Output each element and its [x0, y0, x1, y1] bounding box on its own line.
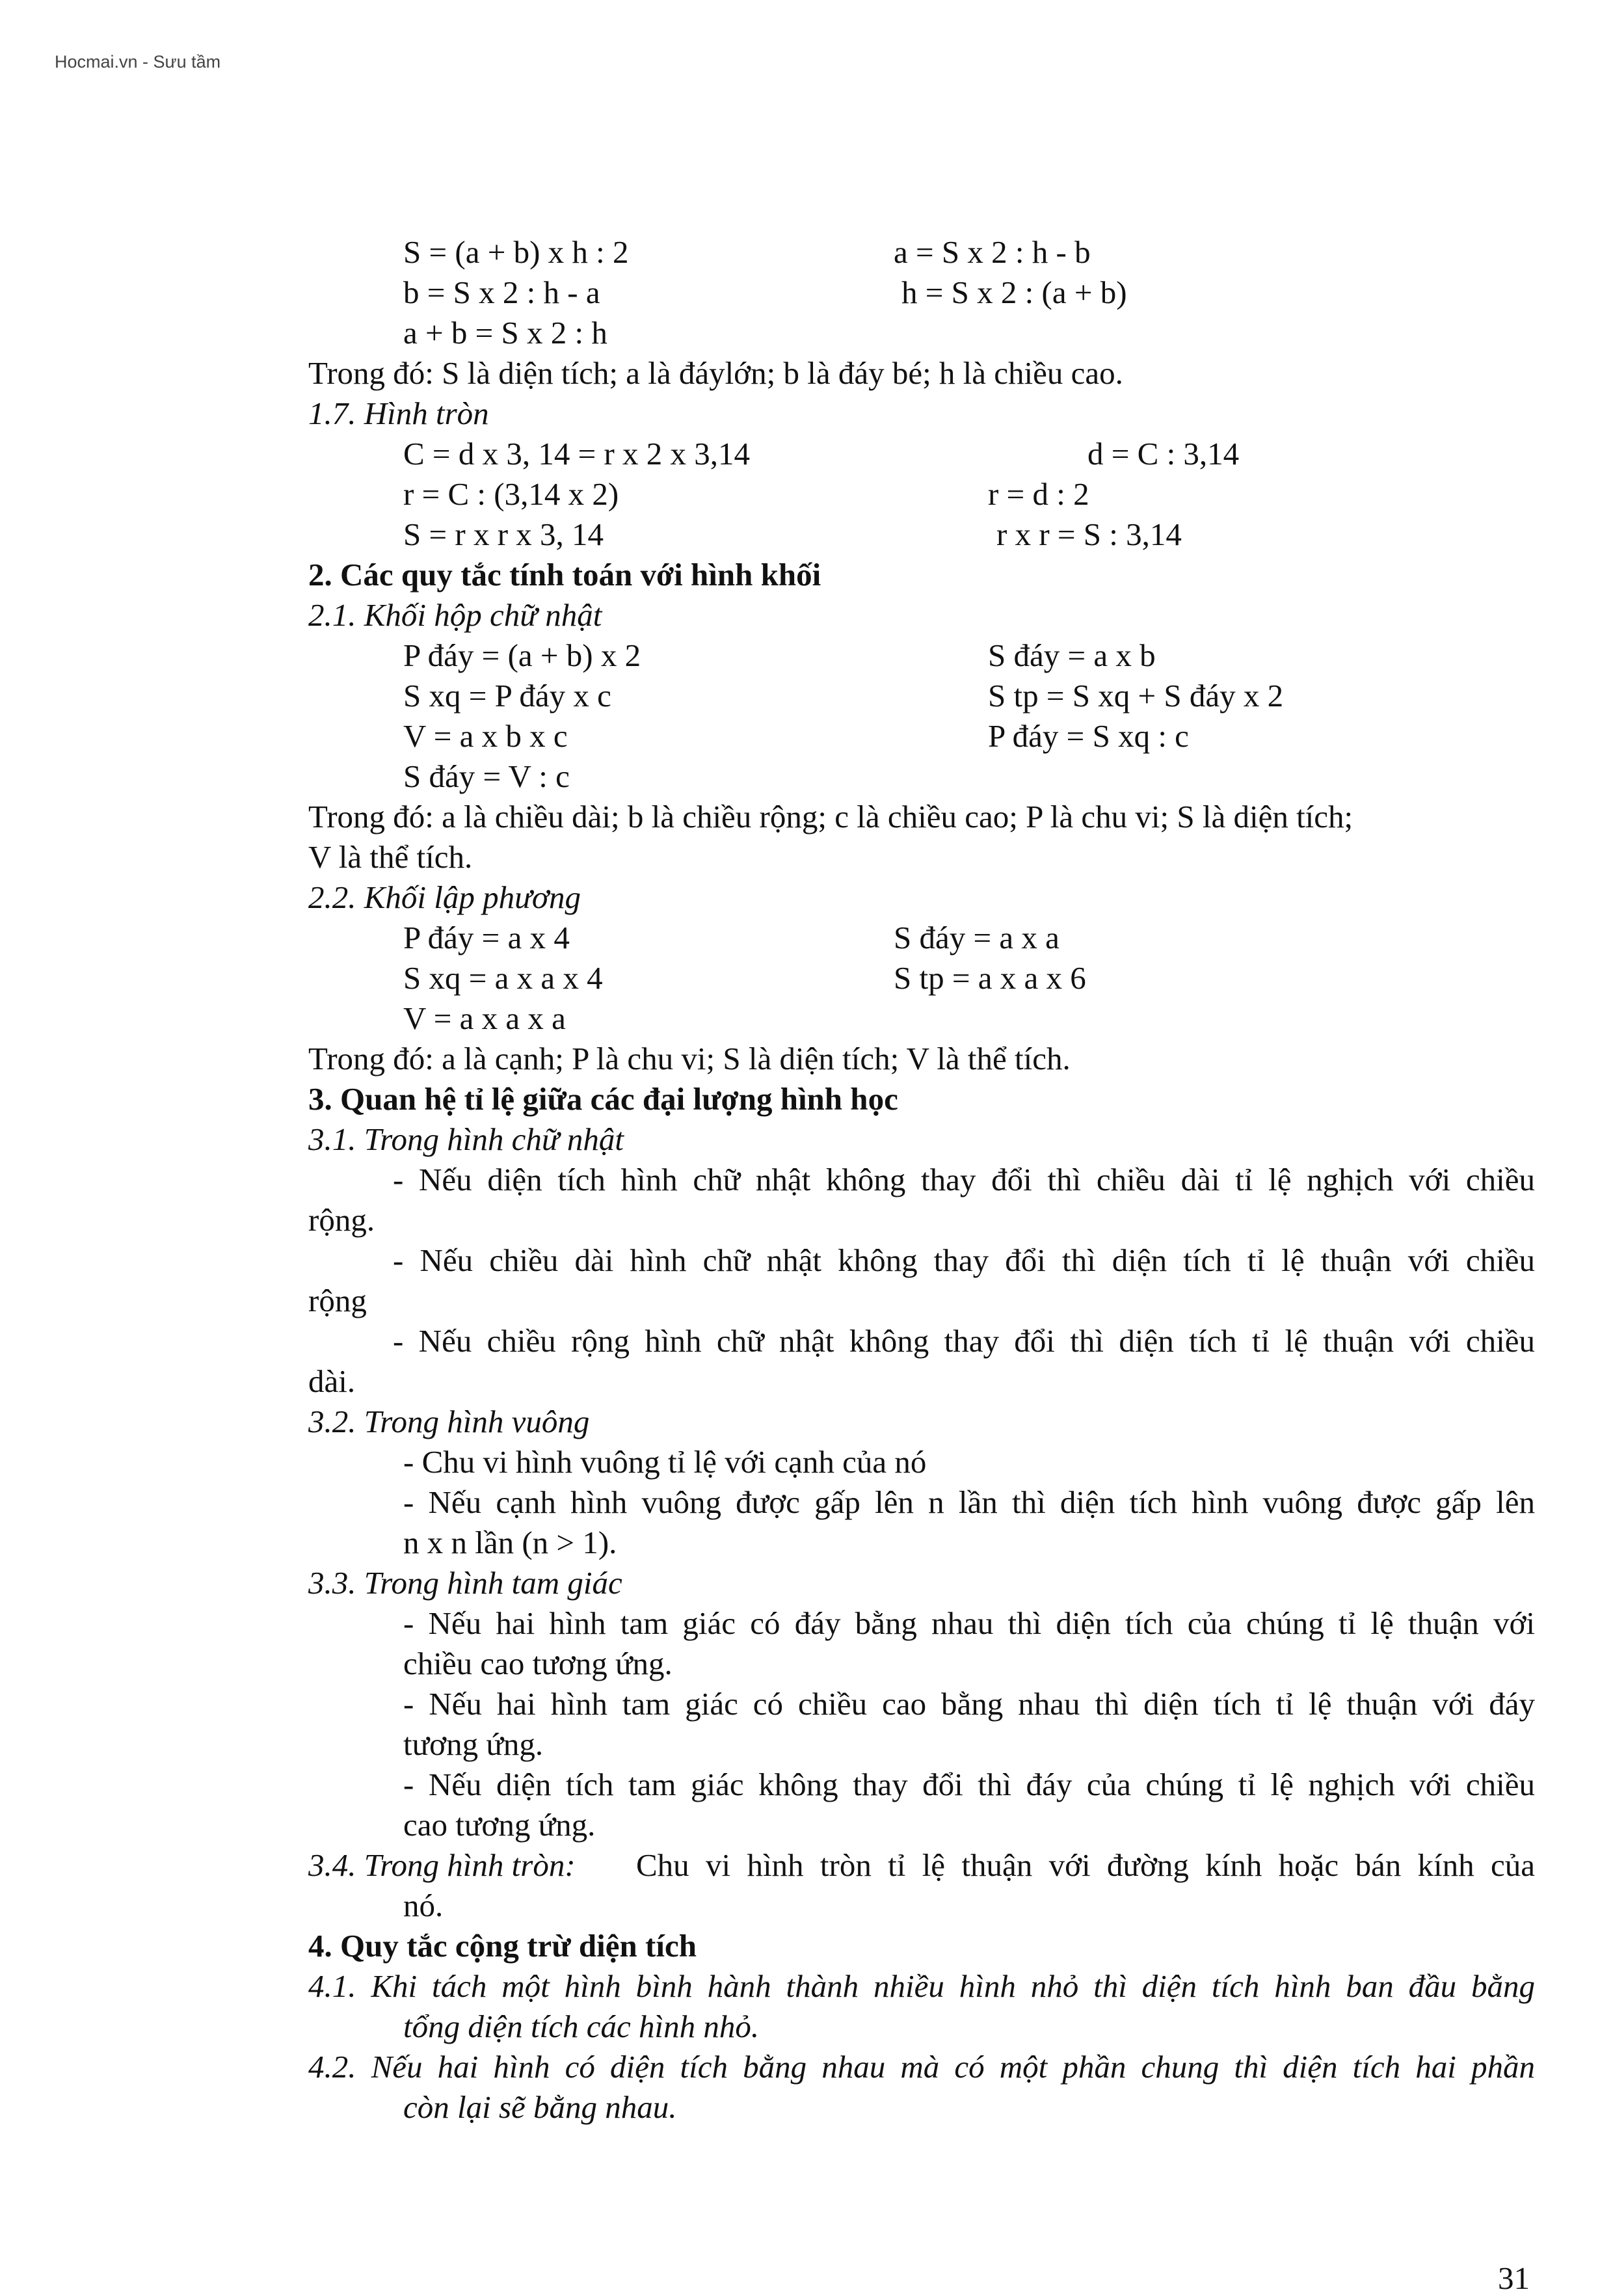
formula: S đáy = V : c: [403, 758, 570, 794]
paragraph-line: - Nếu chiều rộng hình chữ nhật không thay đổi thì diện tích tỉ lệ thuận với chiều: [393, 1323, 1535, 1359]
formula: S xq = P đáy x c: [403, 678, 611, 714]
paragraph-line: rộng: [308, 1283, 367, 1318]
formula: S xq = a x a x 4: [403, 960, 603, 996]
formula: S đáy = a x b: [988, 637, 1156, 673]
formula: C = d x 3, 14 = r x 2 x 3,14: [403, 436, 751, 472]
subsection-heading: 3.1. Trong hình chữ nhật: [308, 1121, 624, 1157]
formula: r = d : 2: [988, 476, 1089, 512]
paragraph-line: nó.: [403, 1888, 444, 1923]
paragraph-line: - Nếu cạnh hình vuông được gấp lên n lần thì diện tích hình vuông được gấp lên: [403, 1484, 1535, 1520]
source-header: Hocmai.vn - Sưu tầm: [55, 52, 221, 72]
subsection-heading: 2.2. Khối lập phương: [308, 879, 581, 915]
formula: r = C : (3,14 x 2): [403, 476, 619, 512]
paragraph-line: còn lại sẽ bằng nhau.: [403, 2089, 677, 2125]
formula: P đáy = (a + b) x 2: [403, 637, 641, 673]
subsection-heading: 3.4. Trong hình tròn:: [308, 1847, 576, 1883]
subsection-heading: 3.2. Trong hình vuông: [308, 1404, 590, 1439]
formula: d = C : 3,14: [1087, 436, 1240, 472]
subsection-heading: 3.3. Trong hình tam giác: [308, 1565, 622, 1601]
note: Trong đó: a là chiều dài; b là chiều rộng; c là chiều cao; P là chu vi; S là diện tích;: [308, 799, 1353, 834]
note: Trong đó: S là diện tích; a là đáylớn; b là đáy bé; h là chiều cao.: [308, 355, 1123, 391]
formula: P đáy = a x 4: [403, 920, 570, 955]
section-heading: 3. Quan hệ tỉ lệ giữa các đại lượng hình học: [308, 1081, 898, 1117]
paragraph-line: - Nếu diện tích hình chữ nhật không thay đổi thì chiều dài tỉ lệ nghịch với chiều: [393, 1162, 1535, 1197]
paragraph-line: 4.2. Nếu hai hình có diện tích bằng nhau mà có một phần chung thì diện tích hai phần: [308, 2049, 1535, 2085]
formula: S = (a + b) x h : 2: [403, 234, 629, 270]
paragraph-line: n x n lần (n > 1).: [403, 1525, 617, 1560]
formula: S đáy = a x a: [894, 920, 1060, 955]
paragraph-line: chiều cao tương ứng.: [403, 1646, 673, 1681]
formula: S = r x r x 3, 14: [403, 516, 604, 552]
paragraph-line: - Nếu hai hình tam giác có chiều cao bằng nhau thì diện tích tỉ lệ thuận với đáy: [403, 1686, 1535, 1722]
page-number: 31: [1498, 2260, 1530, 2296]
section-heading: 4. Quy tắc cộng trừ diện tích: [308, 1928, 697, 1964]
paragraph-line: - Nếu diện tích tam giác không thay đổi thì đáy của chúng tỉ lệ nghịch với chiều: [403, 1767, 1535, 1802]
note: V là thể tích.: [308, 839, 473, 875]
formula: S tp = a x a x 6: [894, 960, 1086, 996]
paragraph-line: - Chu vi hình vuông tỉ lệ với cạnh của nó: [403, 1444, 927, 1480]
paragraph-line: tổng diện tích các hình nhỏ.: [403, 2009, 760, 2044]
note: Trong đó: a là cạnh; P là chu vi; S là diện tích; V là thể tích.: [308, 1041, 1071, 1076]
paragraph-line: dài.: [308, 1363, 356, 1399]
formula: b = S x 2 : h - a: [403, 274, 600, 310]
formula: V = a x b x c: [403, 718, 568, 754]
formula: V = a x a x a: [403, 1000, 566, 1036]
formula: r x r = S : 3,14: [996, 516, 1182, 552]
formula: a + b = S x 2 : h: [403, 315, 607, 351]
formula: S tp = S xq + S đáy x 2: [988, 678, 1284, 714]
subsection-heading: 2.1. Khối hộp chữ nhật: [308, 597, 602, 633]
paragraph-line: 4.1. Khi tách một hình bình hành thành nhiều hình nhỏ thì diện tích hình ban đầu bằng: [308, 1968, 1535, 2004]
paragraph-line: cao tương ứng.: [403, 1807, 596, 1843]
subsection-heading: 1.7. Hình tròn: [308, 395, 489, 431]
paragraph-line: - Nếu hai hình tam giác có đáy bằng nhau thì diện tích của chúng tỉ lệ thuận với: [403, 1605, 1535, 1641]
section-heading: 2. Các quy tắc tính toán với hình khối: [308, 557, 821, 593]
formula: P đáy = S xq : c: [988, 718, 1189, 754]
formula: a = S x 2 : h - b: [894, 234, 1091, 270]
paragraph-line: tương ứng.: [403, 1726, 544, 1762]
paragraph-line: Chu vi hình tròn tỉ lệ thuận với đường kính hoặc bán kính của: [636, 1847, 1535, 1883]
formula: h = S x 2 : (a + b): [901, 274, 1127, 310]
paragraph-line: - Nếu chiều dài hình chữ nhật không thay đổi thì diện tích tỉ lệ thuận với chiều: [393, 1242, 1535, 1278]
paragraph-line: rộng.: [308, 1202, 375, 1238]
